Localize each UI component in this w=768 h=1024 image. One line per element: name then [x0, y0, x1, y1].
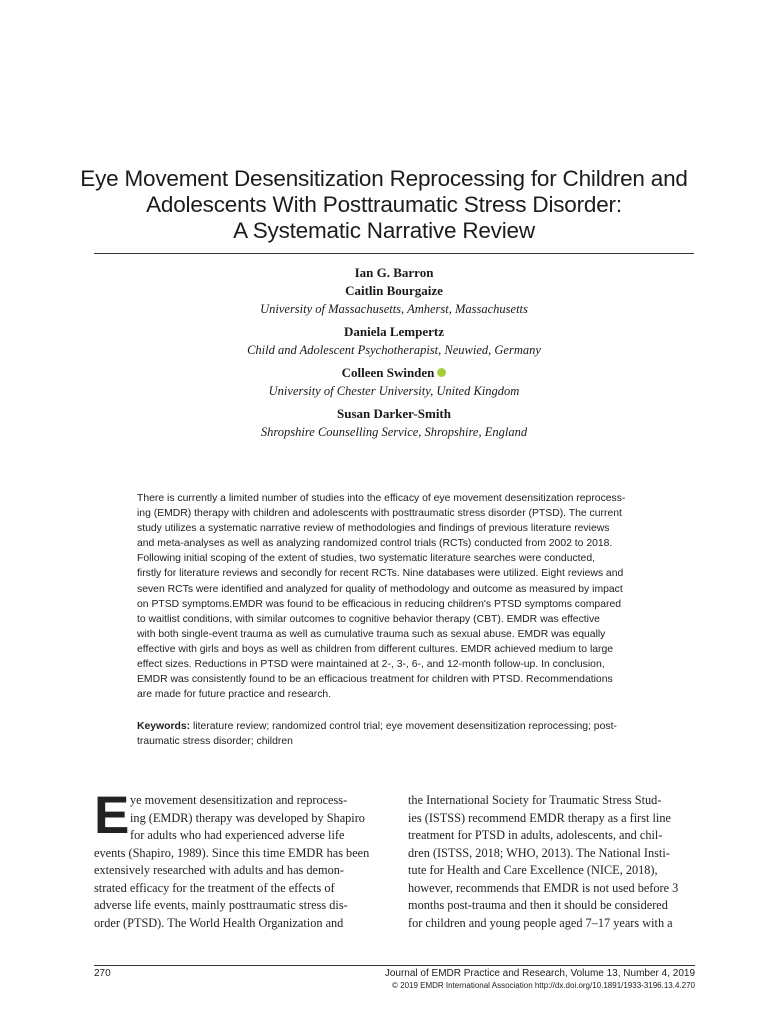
abstract-line: study utilizes a systematic narrative review of methodologies and findings of previous literature reviews [137, 523, 610, 535]
footer-rule [94, 965, 695, 966]
body-line: ing (EMDR) therapy was developed by Shapiro [130, 810, 365, 825]
abstract-line: ing (EMDR) therapy with children and adolescents with posttraumatic stress disorder (PTSD). The current [137, 508, 622, 520]
body-line: dren (ISTSS, 2018; WHO, 2013). The National Insti- [408, 845, 670, 860]
author-name-row [94, 364, 694, 382]
author-name: Susan Darker-Smith [336, 406, 451, 421]
body-line: however, recommends that EMDR is not used before 3 [408, 880, 679, 895]
keywords [137, 719, 651, 749]
author-name: Ian G. Barron [354, 265, 434, 280]
author-affiliation: Child and Adolescent Psychotherapist, Neuwied, Germany [247, 343, 541, 357]
body-line: order (PTSD). The World Health Organization and [94, 915, 344, 930]
title-line: Eye Movement Desensitization Reprocessing for Children and [80, 166, 688, 191]
abstract-line: firstly for literature reviews and secondly for recent RCTs. Nine databases were utilized. Eight reviews and [137, 568, 624, 580]
page-number: 270 [94, 968, 111, 979]
body-column-left [94, 786, 380, 932]
orcid-icon[interactable] [437, 368, 446, 377]
body-line: tute for Health and Care Excellence (NICE, 2018), [408, 863, 658, 877]
abstract-line: effect sizes. Reductions in PTSD were maintained at 2-, 3-, 6-, and 12-month follow-up. In conclusion, [137, 659, 605, 671]
abstract [137, 491, 651, 702]
body-line: ies (ISTSS) recommend EMDR therapy as a first line [408, 810, 671, 825]
body-line: for children and young people aged 7–17 years with a [408, 915, 673, 930]
body-line: treatment for PTSD in adults, adolescents, and chil- [408, 828, 663, 842]
abstract-line: with both single-event trauma as well as cumulative trauma such as sexual abuse. EMDR was equally [137, 628, 606, 640]
body-line: for adults who had experienced adverse life [130, 828, 345, 842]
body-line: strated efficacy for the treatment of the effects of [94, 880, 335, 895]
body-line: the International Society for Traumatic Stress Stud- [408, 793, 662, 807]
abstract-line: on PTSD symptoms.EMDR was found to be efficacious in reducing children's PTSD symptoms compared [137, 598, 621, 610]
author-name: Colleen Swinden [341, 365, 435, 380]
journal-citation: Journal of EMDR Practice and Research, Volume 13, Number 4, 2019 [384, 968, 695, 979]
author-affiliation: University of Massachusetts, Amherst, Massachusetts [260, 302, 528, 316]
keywords-text: literature review; randomized control trial; eye movement desensitization reprocessing; post- [190, 721, 617, 732]
abstract-line: are made for future practice and research. [137, 689, 332, 701]
keywords-line [137, 719, 651, 734]
title-rule [94, 253, 694, 254]
title-line: A Systematic Narrative Review [233, 218, 535, 243]
author-name: Caitlin Bourgaize [345, 283, 443, 298]
abstract-line: seven RCTs were identified and analyzed for quality of methodology and outcome as measured by impact [137, 583, 623, 595]
author-block [94, 264, 694, 441]
body-line: ye movement desensitization and reprocess- [130, 793, 348, 807]
body-line: extensively researched with adults and has demon- [94, 863, 344, 877]
title-line: Adolescents With Posttraumatic Stress Disorder: [146, 192, 622, 217]
abstract-line: There is currently a limited number of studies into the efficacy of eye movement desensitization reprocess- [137, 493, 626, 504]
copyright-doi: © 2019 EMDR International Association http://dx.doi.org/10.1891/1933-3196.13.4.270 [392, 981, 695, 990]
body-line: months post-trauma and then it should be considered [408, 898, 668, 912]
abstract-line: to waitlist conditions, with similar outcomes to cognitive behavior therapy (CBT). EMDR was effective [137, 613, 600, 625]
body-line: events (Shapiro, 1989). Since this time EMDR has been [94, 845, 370, 860]
drop-cap: E [94, 786, 130, 845]
article-title [70, 166, 698, 244]
abstract-line: EMDR was consistently found to be an efficacious treatment for children with PTSD. Recommendations [137, 674, 613, 686]
abstract-line: effective with girls and boys as well as children from different cultures. EMDR achieved medium to large [137, 643, 614, 655]
keywords-label: Keywords: [137, 721, 191, 732]
author-name: Daniela Lempertz [343, 324, 444, 339]
author-affiliation: Shropshire Counselling Service, Shropshire, England [260, 425, 528, 439]
abstract-line: and meta-analyses as well as analyzing randomized control trials (RCTs) conducted from 2002 to 2018. [137, 538, 613, 550]
abstract-line: Following initial scoping of the extent of studies, two systematic literature searches were conducted, [137, 553, 595, 565]
body-line: adverse life events, mainly posttraumatic stress dis- [94, 898, 348, 912]
keywords-line: traumatic stress disorder; children [137, 736, 293, 748]
author-affiliation: University of Chester University, United Kingdom [268, 384, 520, 398]
body-column-right [408, 792, 695, 932]
